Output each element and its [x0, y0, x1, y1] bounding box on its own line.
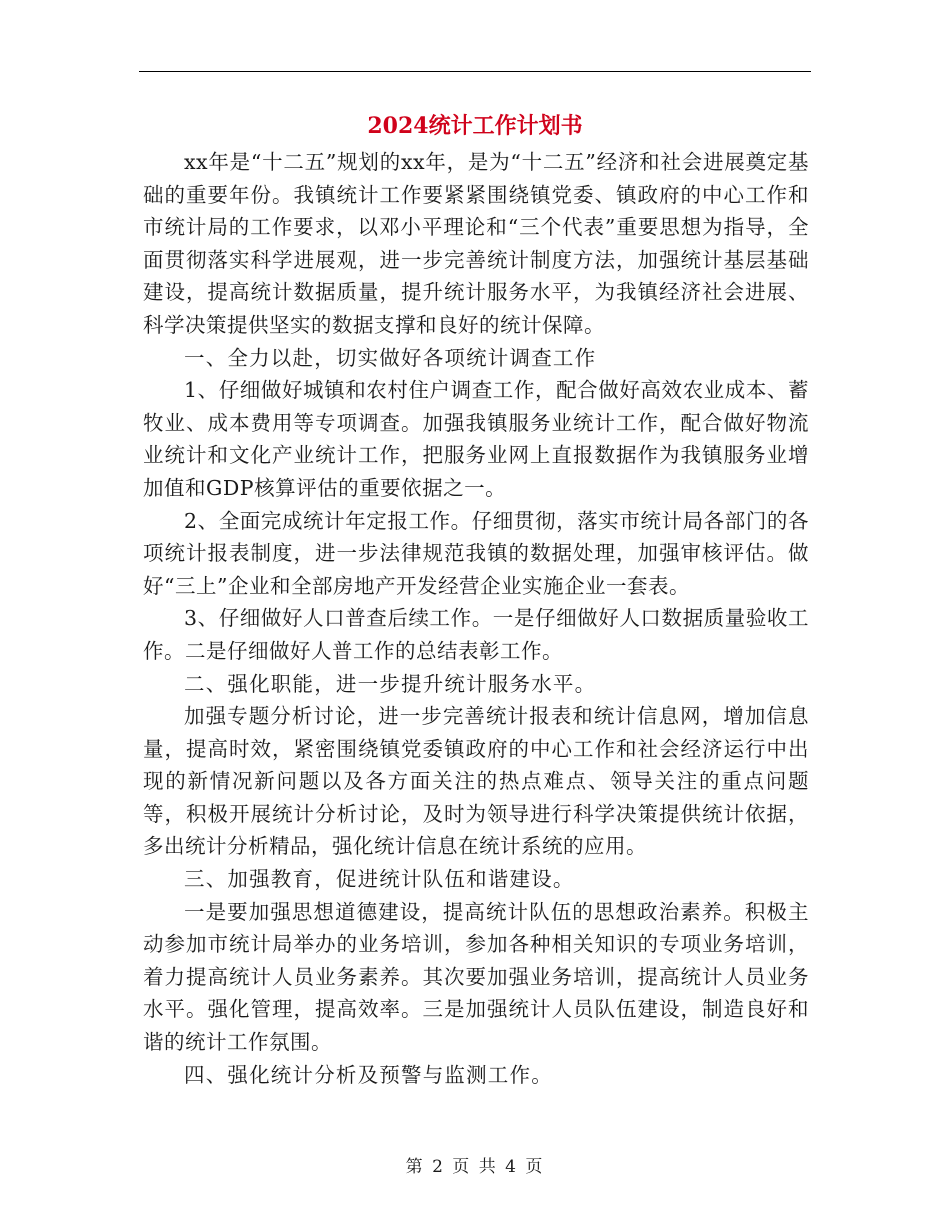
paragraph-item-2: 2、全面完成统计年定报工作。仔细贯彻，落实市统计局各部门的各项统计报表制度，进一步法律规范我镇的数据处理，加强审核评估。做好“三上”企业和全部房地产开发经营企业实施企业一套表。 — [143, 508, 809, 598]
section-heading-3: 三、加强教育，促进统计队伍和谐建设。 — [184, 867, 575, 892]
document-body — [143, 146, 809, 1091]
paragraph-section-2: 加强专题分析讨论，进一步完善统计报表和统计信息网，增加信息量，提高时效，紧密围绕镇党委镇政府的中心工作和社会经济运行中出现的新情况新问题以及各方面关注的热点难点、领导关注的重点问题等，积极开展统计分析讨论，及时为领导进行科学决策提供统计依据，多出统计分析精品，强化统计信息在统计系统的应用。 — [143, 704, 809, 859]
section-heading-4: 四、强化统计分析及预警与监测工作。 — [184, 1062, 553, 1087]
header-rule — [139, 71, 811, 72]
paragraph-section-3: 一是要加强思想道德建设，提高统计队伍的思想政治素养。积极主动参加市统计局举办的业务培训，参加各种相关知识的专项业务培训，着力提高统计人员业务素养。其次要加强业务培训，提高统计人员业务水平。强化管理，提高效率。三是加强统计人员队伍建设，制造良好和谐的统计工作氛围。 — [143, 899, 809, 1055]
paragraph-item-3: 3、仔细做好人口普查后续工作。一是仔细做好人口数据质量验收工作。二是仔细做好人普工作的总结表彰工作。 — [143, 606, 809, 663]
document-title: 2024统计工作计划书 — [367, 113, 583, 139]
section-heading-1: 一、全力以赴，切实做好各项统计调查工作 — [184, 345, 597, 370]
page-number-footer: 第 2 页 共 4 页 — [405, 1157, 545, 1177]
paragraph-item-1: 1、仔细做好城镇和农村住户调查工作，配合做好高效农业成本、蓄牧业、成本费用等专项调查。加强我镇服务业统计工作，配合做好物流业统计和文化产业统计工作，把服务业网上直报数据作为我镇服务业增加值和GDP核算评估的重要依据之一。 — [143, 378, 809, 500]
paragraph-intro: xx年是“十二五”规划的xx年，是为“十二五”经济和社会进展奠定基础的重要年份。我镇统计工作要紧紧围绕镇党委、镇政府的中心工作和市统计局的工作要求，以邓小平理论和“三个代表”重要思想为指导，全面贯彻落实科学进展观，进一步完善统计制度方法，加强统计基层基础建设，提高统计数据质量，提升统计服务水平，为我镇经济社会进展、科学决策提供坚实的数据支撑和良好的统计保障。 — [143, 150, 809, 337]
section-heading-2: 二、强化职能，进一步提升统计服务水平。 — [184, 671, 597, 696]
